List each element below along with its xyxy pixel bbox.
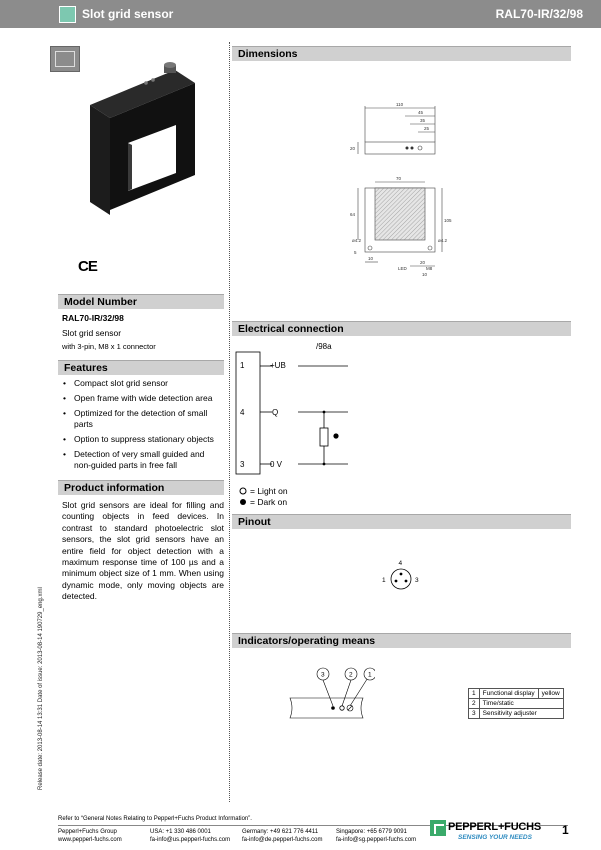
model-connector: with 3-pin, M8 x 1 connector [62,342,156,351]
dim-70: 70 [396,176,402,181]
pinout-pin-3: 3 [415,577,419,584]
footer-note: Refer to “General Notes Relating to Pepperl+Fuchs Product Information”. [58,816,252,822]
dim-35: 35 [420,118,426,123]
dim-hole-left: ø4.2 [352,238,362,243]
page-number: 1 [562,823,569,837]
feature-item: • Detection of very small guided and non-guided parts in free fall [62,449,222,471]
pin-1-label: 1 [240,361,245,370]
dim-hole-right: ø4.2 [438,238,448,243]
indicators-diagram [285,662,375,724]
signal-q: Q [272,408,279,417]
dimensions-drawing [340,100,470,280]
table-cell-num: 2 [469,699,480,709]
section-model-number: Model Number [58,294,224,309]
section-features: Features [58,360,224,375]
dim-20-bottom: 20 [420,260,426,265]
features-list [62,378,222,475]
callout-2: 2 [349,671,353,679]
table-row [469,709,564,719]
signal-ub: +UB [270,361,286,370]
footer-col-usa [150,828,230,844]
brand-name: PEPPERL+FUCHS [448,821,542,833]
dim-45: 45 [418,110,424,115]
table-row [469,689,564,699]
section-indicators: Indicators/operating means [232,633,571,648]
dim-led: LED [398,266,407,271]
callout-3: 3 [321,671,325,679]
model-number: RAL70-IR/32/98 [62,313,124,323]
section-dimensions: Dimensions [232,46,571,61]
dark-on-icon [239,498,247,506]
dim-110: 110 [396,102,404,107]
ce-mark: CE [78,258,97,275]
dim-64: 64 [350,212,356,217]
section-electrical: Electrical connection [232,321,571,336]
header-bar [0,0,601,28]
product-photo [80,55,220,225]
footer-col-germany [242,828,322,844]
feature-item: • Optimized for the detection of small parts [62,408,222,430]
model-type: Slot grid sensor [62,328,122,338]
footer-col-singapore [336,828,416,844]
feature-item: • Compact slot grid sensor [62,378,222,389]
pinout-pin-4: 4 [398,560,403,567]
electrical-diagram [232,338,372,478]
dim-10-right: 10 [422,272,428,277]
footer-col-group [58,828,122,844]
table-row [469,699,564,709]
feature-item: • Option to suppress stationary objects [62,434,222,445]
dim-20: 20 [350,146,356,151]
header-square-icon [59,6,76,23]
pin-4-label: 4 [240,408,245,417]
table-cell-label: Sensitivity adjuster [479,709,563,719]
section-pinout: Pinout [232,514,571,529]
section-product-info: Product information [58,480,224,495]
header-model: RAL70-IR/32/98 [495,7,583,21]
legend-light-on: = Light on [250,486,288,496]
pinout-diagram [378,555,424,595]
footer-text: Pepperl+Fuchs Group [58,829,117,835]
footer-text: Germany: +49 621 776 4411 [242,829,319,835]
dim-5: 5 [354,250,357,255]
dim-25: 25 [424,126,430,131]
footer-link[interactable]: fa-info@sg.pepperl-fuchs.com [336,837,417,843]
release-info: Release date: 2013-08-14 13:31 Date of issue: 2013-08-14 190729_eng.xml [38,587,44,790]
pinout-pin-1: 1 [382,577,386,584]
column-divider [229,42,230,802]
footer-link[interactable]: fa-info@de.pepperl-fuchs.com [242,837,323,843]
signal-0v: 0 V [270,460,283,469]
table-cell-label: Time/static [479,699,563,709]
legend-dark-on: = Dark on [250,497,288,507]
pin-3-label: 3 [240,460,245,469]
footer-text: Singapore: +65 6779 9091 [336,829,407,835]
light-on-icon [239,487,247,495]
electrical-code: /98a [316,342,332,351]
footer-text: USA: +1 330 486 0001 [150,829,211,835]
footer-link[interactable]: fa-info@us.pepperl-fuchs.com [150,837,231,843]
pepperl-fuchs-logo-icon [430,820,446,836]
product-category-icon [50,46,80,72]
table-cell-num: 3 [469,709,480,719]
indicators-table [468,688,564,719]
table-cell-num: 1 [469,689,480,699]
product-info-text: Slot grid sensors are ideal for filling and counting objects in feed devices. In contrast to standard photoelectric slot sensors, the slot grid sensors have an entire field for object detection with a maximum response time of 100 µs and a minimum object size of 1 mm. When using dynamic mode, only moving objects are detected. [62,500,224,602]
callout-1: 1 [368,671,372,679]
feature-item: • Open frame with wide detection area [62,393,222,404]
dim-105: 105 [444,218,452,223]
page-title: Slot grid sensor [82,7,174,21]
footer-link[interactable]: www.pepperl-fuchs.com [58,837,122,843]
dim-m8: M8 [426,266,433,271]
dim-10-left: 10 [368,256,374,261]
table-cell-color: yellow [538,689,563,699]
table-cell-label: Functional display [479,689,538,699]
brand-slogan: SENSING YOUR NEEDS [458,834,532,841]
